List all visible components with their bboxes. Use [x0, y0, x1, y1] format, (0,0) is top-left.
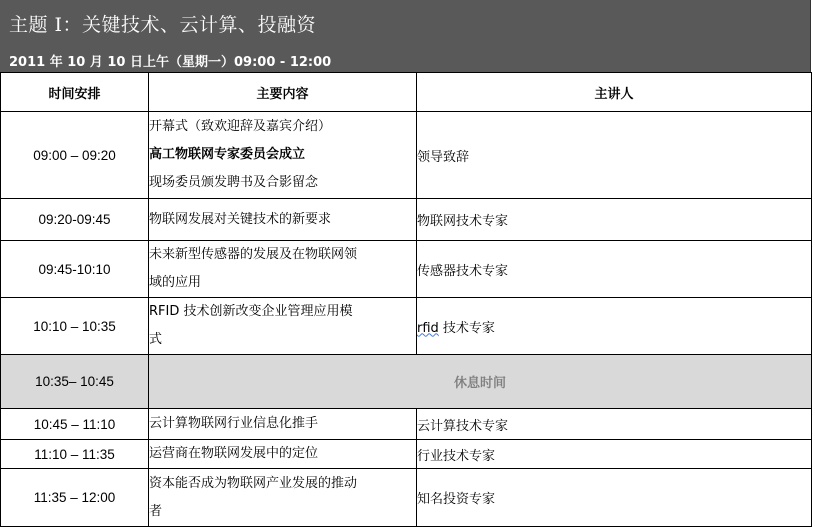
column-header-speaker: 主讲人	[417, 73, 812, 112]
table-row	[1, 409, 812, 440]
content-line: RFID 技术创新改变企业管理应用模	[149, 304, 353, 319]
content-cell: 物联网发展对关键技术的新要求	[149, 199, 417, 241]
content-cell	[149, 112, 417, 199]
time-cell: 10:10 – 10:35	[1, 298, 149, 355]
speaker-cell: 传感器技术专家	[417, 241, 812, 298]
speaker-cell	[417, 298, 812, 355]
session-title: 主题 I：关键技术、云计算、投融资	[9, 14, 317, 36]
speaker-cell: 领导致辞	[417, 112, 812, 199]
break-row	[1, 355, 812, 409]
time-cell: 09:20-09:45	[1, 199, 149, 241]
schedule-table	[0, 72, 812, 527]
table-header-row	[1, 73, 812, 112]
time-cell: 11:10 – 11:35	[1, 440, 149, 469]
time-cell: 10:45 – 11:10	[1, 409, 149, 440]
time-cell: 09:00 – 09:20	[1, 112, 149, 199]
time-cell: 09:45-10:10	[1, 241, 149, 298]
table-row	[1, 241, 812, 298]
speaker-cell: 物联网技术专家	[417, 199, 812, 241]
session-date: 2011 年 10 月 10 日上午（星期一）09:00 - 12:00	[9, 55, 332, 70]
speaker-name: 技术专家	[438, 320, 495, 336]
time-cell: 10:35– 10:45	[1, 355, 149, 409]
speaker-cell: 云计算技术专家	[417, 409, 812, 440]
table-row	[1, 112, 812, 199]
content-line: 资本能否成为物联网产业发展的推动	[149, 475, 358, 491]
content-cell: 运营商在物联网发展中的定位	[149, 440, 417, 469]
table-row	[1, 199, 812, 241]
content-cell: 云计算物联网行业信息化推手	[149, 409, 417, 440]
table-row	[1, 298, 812, 355]
speaker-cell: 行业技术专家	[417, 440, 812, 469]
time-cell: 11:35 – 12:00	[1, 469, 149, 527]
content-cell	[149, 298, 417, 355]
content-line: 者	[149, 503, 163, 519]
content-line: 开幕式（致欢迎辞及嘉宾介绍）	[149, 119, 332, 134]
table-row	[1, 469, 812, 527]
content-line: 域的应用	[149, 275, 202, 290]
content-line: 式	[149, 332, 163, 347]
session-header	[0, 0, 811, 72]
table-row	[1, 440, 812, 469]
content-cell	[149, 241, 417, 298]
content-line-highlight: 高工物联网专家委员会成立	[149, 147, 306, 162]
break-label: 休息时间	[149, 355, 812, 409]
speaker-prefix: rfid	[417, 320, 439, 336]
content-line: 现场委员颁发聘书及合影留念	[149, 175, 319, 190]
column-header-content: 主要内容	[149, 73, 417, 112]
content-line: 未来新型传感器的发展及在物联网领	[149, 247, 358, 262]
content-cell	[149, 469, 417, 527]
column-header-time: 时间安排	[1, 73, 149, 112]
speaker-cell: 知名投资专家	[417, 469, 812, 527]
